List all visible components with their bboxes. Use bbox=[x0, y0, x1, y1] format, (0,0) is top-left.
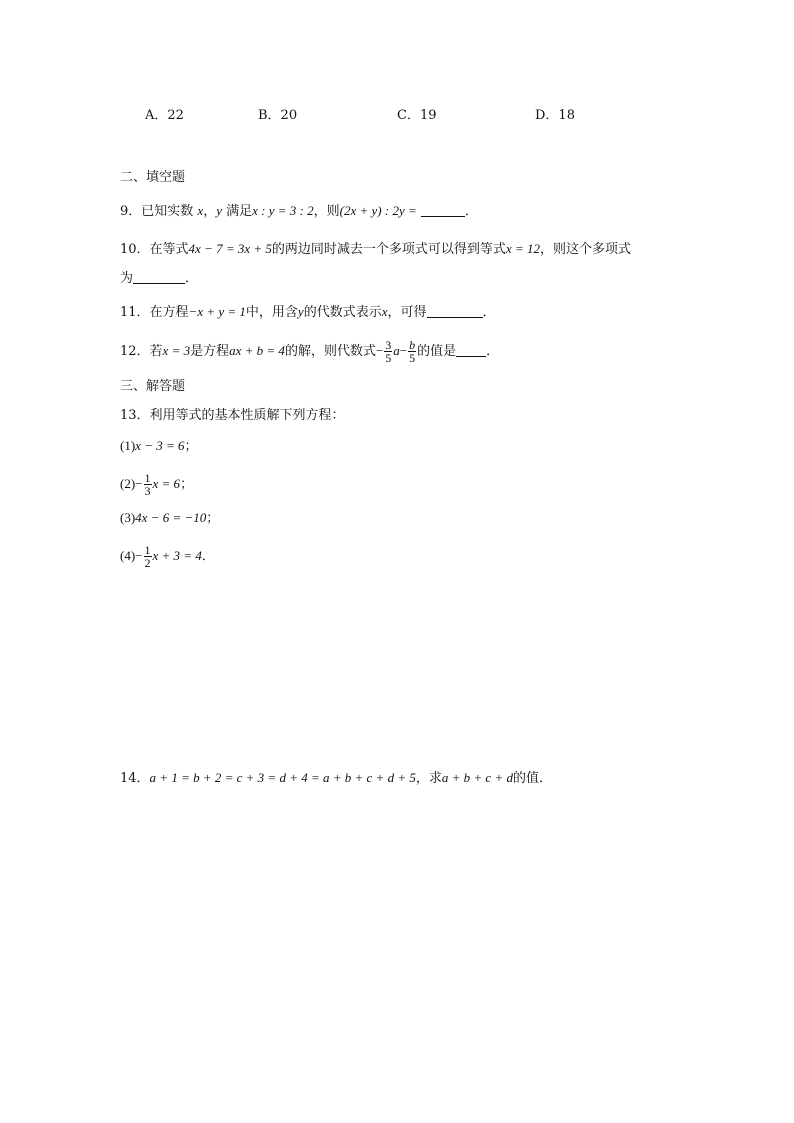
option-c: C．19 bbox=[397, 108, 437, 123]
q10-eq2: x = 12 bbox=[505, 241, 540, 256]
q13-item-3: (3)4x − 6 = −10； bbox=[120, 510, 220, 526]
q14-prefix: 14． bbox=[120, 771, 150, 786]
option-b: B．20 bbox=[258, 108, 298, 123]
q11-answer-blank[interactable] bbox=[427, 305, 483, 318]
q9-then: ，则 bbox=[313, 204, 340, 219]
q13-item-3-eq: 4x − 6 = −10 bbox=[135, 510, 207, 525]
q13-item-1-eq: x − 3 = 6 bbox=[135, 438, 185, 453]
q13-item-2-label: (2) bbox=[120, 476, 136, 491]
q10-tail: ，则这个多项式 bbox=[539, 242, 631, 257]
q14-expr: a + b + c + d bbox=[441, 770, 513, 785]
q9-var-y: y bbox=[216, 203, 222, 218]
question-12: 12．若x = 3是方程ax + b = 4的解，则代数式− $\frac{3}{5}$ a− $\frac{b}{5}$ 的值是 ． bbox=[120, 338, 500, 365]
q12-minus2: − bbox=[399, 343, 408, 358]
question-13-title: 13．利用等式的基本性质解下列方程： bbox=[120, 408, 345, 423]
q11-prefix: 11．在方程 bbox=[120, 305, 189, 320]
q9-prefix: 9．已知实数 bbox=[120, 204, 194, 219]
q13-item-1: (1)x − 3 = 6； bbox=[120, 438, 198, 454]
q10-prefix: 10．在等式 bbox=[120, 242, 189, 257]
question-11: 11．在方程−x + y = 1中，用含y的代数式表示x，可得 ． bbox=[120, 304, 496, 320]
q10-line2: 为 bbox=[120, 271, 134, 286]
q12-var-a: a bbox=[393, 343, 400, 358]
section-title-fill-blank: 二、填空题 bbox=[120, 170, 186, 185]
q12-mid2: 的解，则代数式 bbox=[284, 344, 376, 359]
question-10 bbox=[120, 240, 631, 259]
q10-answer-blank[interactable] bbox=[133, 271, 185, 284]
q13-item-4-minus: − bbox=[135, 548, 143, 563]
q11-tail: ，可得 bbox=[387, 305, 427, 320]
option-a: A．22 bbox=[145, 108, 184, 123]
question-9: 9．已知实数 x，y 满足x : y = 3 : 2，则(2x + y) : 2y = ． bbox=[120, 203, 478, 219]
q10-eq1: 4x − 7 = 3x + 5 bbox=[188, 241, 272, 256]
q13-item-4: (4)− $\frac{1}{2}$ x + 3 = 4． bbox=[120, 543, 215, 570]
q13-item-2: (2)− $\frac{1}{3}$ x = 6； bbox=[120, 471, 194, 498]
q14-mid: ，求 bbox=[415, 771, 442, 786]
q10-mid: 的两边同时减去一个多项式可以得到等式 bbox=[271, 242, 506, 257]
q14-tail: 的值． bbox=[512, 771, 552, 786]
q12-tail: 的值是 bbox=[417, 344, 457, 359]
q13-item-2-eq: x = 6 bbox=[152, 476, 181, 491]
q14-eq: a + 1 = b + 2 = c + 3 = d + 4 = a + b + c + d + 5 bbox=[149, 770, 416, 785]
q9-mid: 满足 bbox=[226, 204, 253, 219]
q13-item-2-fraction: $\frac{1}{3}$ bbox=[144, 471, 151, 498]
q12-answer-blank[interactable] bbox=[456, 344, 486, 357]
q12-minus: − bbox=[375, 343, 384, 358]
q12-fraction-3-5: $\frac{3}{5}$ bbox=[385, 338, 392, 365]
q11-mid2: 的代数式表示 bbox=[303, 305, 382, 320]
q12-fraction-b-5: $\frac{b}{5}$ bbox=[409, 338, 416, 365]
q11-mid: 中，用含 bbox=[245, 305, 298, 320]
option-d: D．18 bbox=[535, 108, 575, 123]
question-14 bbox=[120, 769, 552, 788]
q13-item-1-label: (1) bbox=[120, 438, 136, 453]
q13-item-4-fraction: $\frac{1}{2}$ bbox=[144, 543, 151, 570]
q9-expr2: (2x + y) : 2y = bbox=[339, 203, 417, 218]
q9-var-x: x bbox=[197, 203, 204, 218]
q13-item-4-eq: x + 3 = 4 bbox=[152, 548, 202, 563]
section-title-solve: 三、解答题 bbox=[120, 379, 186, 394]
q13-item-2-minus: − bbox=[135, 476, 143, 491]
q12-mid: 是方程 bbox=[190, 344, 230, 359]
q12-prefix: 12．若 bbox=[120, 344, 163, 359]
q11-var-x: x bbox=[381, 304, 388, 319]
q13-item-3-label: (3) bbox=[120, 510, 136, 525]
question-10-line2: 为 ． bbox=[120, 271, 199, 286]
q12-eq1: x = 3 bbox=[162, 343, 191, 358]
q9-expr1: x : y = 3 : 2 bbox=[252, 203, 314, 218]
q12-eq2: ax + b = 4 bbox=[229, 343, 285, 358]
q13-item-4-label: (4) bbox=[120, 548, 136, 563]
q11-var-y: y bbox=[297, 304, 304, 319]
q11-eq: −x + y = 1 bbox=[188, 304, 246, 319]
q9-answer-blank[interactable] bbox=[421, 204, 465, 217]
